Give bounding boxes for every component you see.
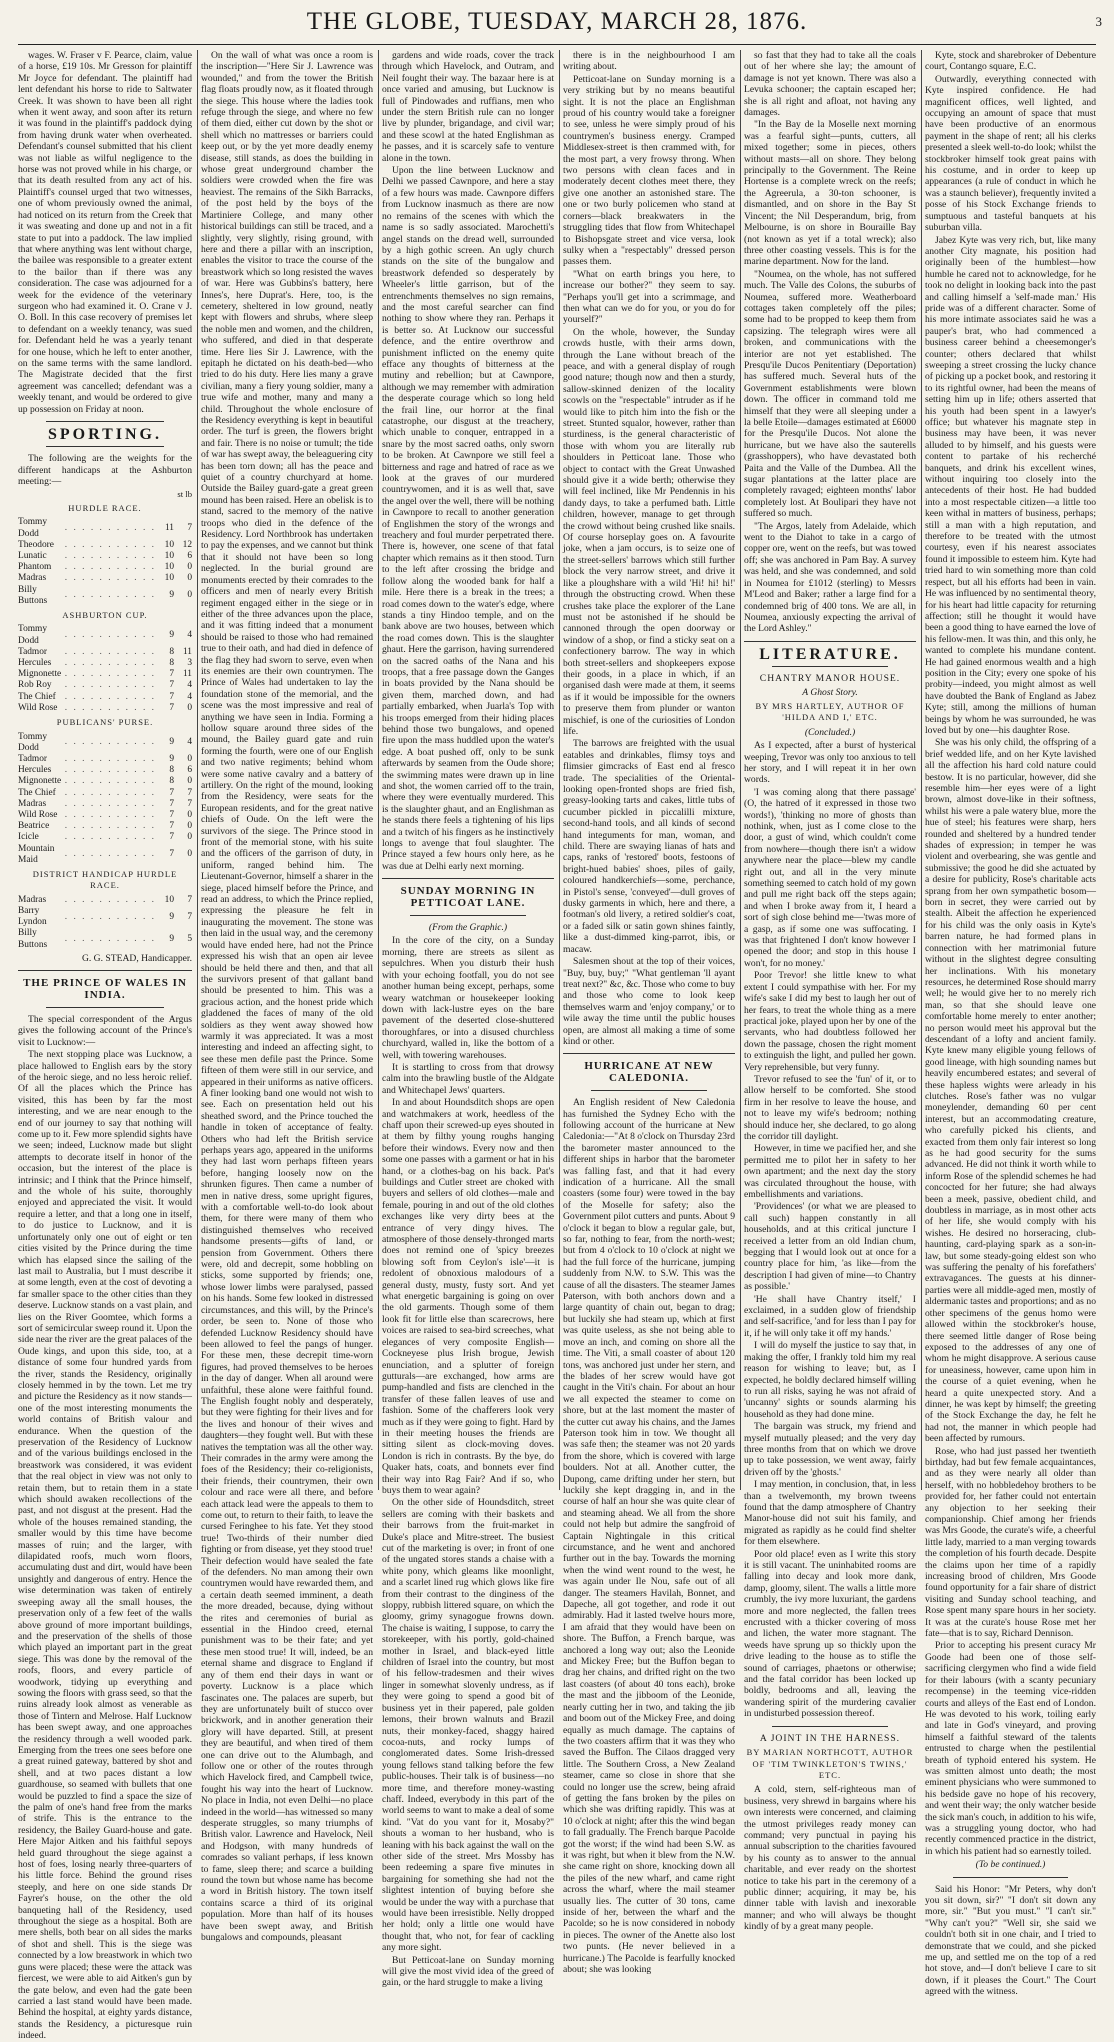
story-paragraph: Poor old place! even as I write this story it is still vacant. The uninhabited rooms are falling into decay and look more dank, damp, gloomy, silent. The walls a little more crumbly, the ivy more luxuriant, the gardens more and more neglected, the fallen trees encrusted with a thicker covering of moss and lichen, the water more stagnant. The weeds have sprung up so thickly upon the drive leading to the house as to stifle the sound of carriages, phaetons or otherwise; and the fatal corridor has been locked up boldly, bedrooms and all, leaving the wandering spirit of the murdering cavalier in undisturbed possession thereof. (744, 1548, 916, 1720)
weight-pounds: 0 (187, 809, 192, 820)
horse-row (18, 647, 192, 658)
column-5 (744, 50, 916, 1933)
horse-name: Tommy Dodd (18, 624, 48, 646)
petticoat-heading: SUNDAY MORNING IN PETTICOAT LANE. (400, 885, 536, 909)
race-name: PUBLICANS' PURSE. (56, 717, 154, 728)
horse-row (18, 788, 192, 799)
column-divider (921, 50, 922, 1490)
leader-dots: . . . . . . . . . . . (64, 933, 156, 944)
article-paragraph: "The Argos, lately from Adelaide, which went to the Diahot to take in a cargo of copper ore, went on the reefs, but was towed off; she was anchored in Pam Bay. A survey was held, and she was condemned, and sold in Noumea for £1012 (sterling) to Messrs M'Leod and Baker; rather a large find for a condemned brig of 400 tons. We are all, in Noumea, anxiously expecting the arrival of the Lord Ashley." (744, 520, 916, 635)
horse-name: Mignonette (18, 776, 62, 787)
weight-stone: 7 (169, 821, 174, 832)
weight-stone: 9 (169, 630, 174, 641)
story-paragraph: The bargain was struck, my friend and myself mutually pleased; and the very day three months from that on which we drove up to take possession, we went away, fairly driven off by the 'ghosts.' (744, 1421, 916, 1478)
horse-row (18, 680, 192, 691)
handicap-table (18, 624, 192, 714)
race-name: HURDLE RACE. (68, 503, 142, 514)
weight-stone: 10 (164, 551, 174, 562)
weight-pounds: 4 (187, 737, 192, 748)
horse-row (18, 692, 192, 703)
article-paragraph: It is startling to cross from that drowsy calm into the brawling bustle of the Aldgate and Whitechapel Jews' quarters. (382, 1061, 554, 1096)
weight-stone: 9 (169, 911, 174, 922)
story-paragraph: She was his only child, the offspring of a brief wedded life, and on her Kyte lavished all the affection his hard cold nature could bestow. It is no particular, however, did she resemble him—her eyes were of a light brown, almost dove-like in their softness, whilst his were a pale watery blue, more the hue of steel; his features were sharp, hers rounded and sheltered by a hundred tender shades of expression; in temper he was violent and overbearing, she was gentle and submissive; the good he did she actuated by a desire for publicity, Rose's charitable acts sprang from her own sympathetic bosom—born in secret, they were carried out by stealth. Albeit the affection he experienced for his child was the only oasis in Kyte's barren nature, he had formed plans in connection with her matrimonial future without in the slightest degree consulting her inclinations. With his monetary resources, he determined Rose should marry well; he would give her to no merely rich man, so that she should leave one comfortable home merely to enter another; no person would meet his approval but the descendant of a lofty and ancient family. Kyte knew many eligible young fellows of good lineage, with high sounding names but heavily encumbered estates; and several of these hapless wights were arleady in his clutches. Rose's father was no vulgar moneylender, demanding 60 per cent interest, but an accommodating creature, who carefully picked his clients, and exacted from them only fair interest so long as he had good security for the sums advanced. He did not think it worth while to inform Rose of the splendid schemes he had concocted for her future; she had always been a meek, passive, obedient child, and doubtless in marriage, as in most other acts of her life, she would comply with his wishes. He desired no horseracing, club-haunting, card-playing spark as a son-in-law, but some steady-going eldest son who was suffering the penalty of his forefathers' extravagances. The guests at his dinner-parties were all middle-aged men, mostly of aldermanic tastes and proportions; and as no other specimens of the genus homo were allowed within the stockbroker's house, there seemed little danger of Rose being exposed to the addresses of any one of whom he might disapprove. A serious cause for uneasiness, however, came upon him in the course of a quiet evening, when he heard a quite unexpected story. And a dinner, he was kept by himself; the greeting of the Stock Exchange the day, he felt he had not, the manner in which people had been affected by rumours. (925, 737, 1096, 1445)
column-2 (201, 50, 373, 1944)
horse-row (18, 895, 192, 906)
section-rule (591, 1090, 707, 1091)
race-name: ASHBURTON CUP. (62, 610, 148, 621)
weight-pounds: 3 (187, 658, 192, 669)
handicap-table (18, 517, 192, 607)
horse-row (18, 799, 192, 810)
leader-dots: . . . . . . . . . . . (64, 680, 156, 691)
page-number: 3 (1095, 14, 1102, 29)
horse-name: Wild Rose (18, 702, 58, 713)
horse-row (18, 669, 192, 680)
horse-name: Theodore (18, 539, 54, 550)
story-paragraph: 'I was coming along that there passage' (O, the hatred of it expressed in those two words!), 'thinking no more of ghosts than nothink, when, just as I come close to the door, a gust of wind, which couldn't come from nowhere—though there isn't a widow anywhere near the place—blew my candle right out, and all in the very minute something seemed to catch hold of my gown and pull me right back off the steps again; and when I broke away from it, I heard a sort of sigh close behind me—'twas more of a gasp, as if some one was suffocating. I was that frightened I don't know however I opened the door; and stop in this house I won't, for no money.' (744, 786, 916, 969)
article-paragraph: "What on earth brings you here, to increase our bother?" they seem to say. "Perhaps you'll get into a scrimmage, and then what can we do for you, or you do for yourself?" (563, 268, 735, 326)
weight-pounds: 7 (187, 911, 192, 922)
leader-dots: . . . . . . . . . . . (64, 911, 156, 922)
weight-pounds: 12 (182, 539, 192, 550)
horse-row (18, 810, 192, 821)
story-paragraph: Outwardly, everything connected with Kyte inspired confidence. He had magnificent offices, well lighted, and occupying an amount of space that must have been productive of an enormous payment in the shape of rent; all his clerks presented a sleek well-to-do look; whilst the stockbroker himself took great pains with his costume, and in order to keep up appearances (a rule of conduct in which he was a staunch believer), frequently invited a posse of his Stock Exchange friends to sumptuous and tasteful banquets at his suburban villa. (925, 73, 1096, 234)
weight-stone: 7 (169, 787, 174, 798)
article-paragraph: The special correspondent of the Argus gives the following account of the Prince's visit to Lucknow:— (18, 1013, 192, 1048)
weight-stone: 9 (169, 737, 174, 748)
column-4 (563, 50, 735, 1976)
masthead-rule (18, 44, 1096, 45)
weight-pounds: 6 (187, 551, 192, 562)
weight-stone: 7 (169, 809, 174, 820)
column-1 (18, 50, 192, 2042)
horse-name: The Chief (18, 691, 56, 702)
article-source: (From the Graphic.) (428, 922, 508, 934)
leader-dots: . . . . . . . . . . . (64, 821, 156, 832)
article-paragraph: In the core of the city, on a Sunday morning, there are streets as silent as sepulchres. When you disturb their hush with your echoing footfall, you do not see another human being except, perhaps, some weary watchman or housekeeper looking down with lack-lustre eyes on the bare pavement of the deserted close-shuttered thoroughfares, or into a disused churchless churchyard, walled in, like the bottom of a well, with towering warehouses. (382, 935, 554, 1061)
column-divider (197, 50, 198, 1490)
horse-row (18, 732, 192, 754)
horse-name: Icicle (18, 832, 39, 843)
weight-pounds: 0 (187, 753, 192, 764)
weight-stone: 10 (164, 562, 174, 573)
horse-name: Beatrice (18, 821, 50, 832)
weight-pounds: 0 (187, 590, 192, 601)
weight-pounds: 7 (187, 894, 192, 905)
weight-stone: 8 (169, 658, 174, 669)
horse-row (18, 562, 192, 573)
masthead (0, 0, 1114, 44)
weight-stone: 7 (169, 849, 174, 860)
leader-dots: . . . . . . . . . . . (64, 787, 156, 798)
leader-dots: . . . . . . . . . . . (64, 832, 156, 843)
horse-name: Tadmor (18, 646, 48, 657)
weight-stone: 8 (169, 776, 174, 787)
weight-pounds: 7 (187, 523, 192, 534)
article-paragraph: Upon the line between Lucknow and Delhi we passed Cawnpore, and here a stay of a few hours was made. Cawnpore differs from Lucknow inasmuch as there are now no remains of the scenes with which the name is so sadly associated. Marochetti's angel stands on the dread well, surrounded by a high gothic screen. An ugly church stands on the site of the bungalow and breastwork defended so desperately by Wheeler's little garrison, but of the entrenchments themselves no sign remains, and the most careful searcher can find nothing to show where they ran. Perhaps it is better so. At Lucknow our successful defence, and the entire overthrow and punishment inflicted on the enemy quite efface any thoughts of bitterness at the mutiny and rebellion; but at Cawnpore, although we may remember with admiration the desperate courage which so long held the frail line, our horror at the final catastrophe, our disgust at the treachery, which unable to conquer, entrapped in a snare by the most sacred oaths, only sworn to be broken. At Cawnpore we still feel a bitterness and rage and hatred of race as we look at the graves of our murdered countrywomen, and it is as well that, save the angel over the well, there will be nothing in Cawnpore to recall to another generation of Englishmen the story of the wrongs and treachery and foul murder perpetrated there. There is, however, one scene of that fatal chapter which remains as it then stood. Turn to the left after crossing the bridge and follow along the wooded bank for half a mile. Here there is a break in the trees; a road comes down to the water's edge, where stands a tiny Hindoo temple, and on the bank above are two houses, between which the road comes down. This is the slaughter ghaut. Here the garrison, having surrendered on the sacred oaths of the Nana and his troops, that a free passage down the Ganges in boats provided by the Nana should be given them, marched down, and had partially embarked, when Juarla's Top with his troops emerged from their hiding places behind those two bungalows, and opened fire upon the mass huddled upon the water's edge. A boat pushed off, only to be sunk afterwards by seamen from the Oude shore; the swimming mates were drawn up in line and shot, the women carried off to the train, where they were eventually murdered. This is the slaughter ghaut, and an Englishman as he stands there feels a tightening of his lips and a twitch of his fingers as he instinctively longs to avenge that foul slaughter. The Prince stayed a few hours only here, as he was due at Delhi early next morning. (382, 165, 554, 872)
story-paragraph: Rose, who had just passed her twentieth birthday, had but few female acquaintances, and as they were nearly all older than herself, with no hobbledehoy brothers to be provided for, her father could not entertain any objection to her seeking their companionship. Chief among her friends was Mrs Goode, the curate's wife, a cheerful little lady, married to a man verging towards the completion of his fourth decade. Despite the claims upon her time of a rapidly increasing brood of children, Mrs Goode found opportunity for a fair share of district visiting and Sunday school teaching, and Rose spent many spare hours in her society. It was at the curate's house Rose met her fate—that is to say, Richard Dennison. (925, 1445, 1096, 1640)
section-rule (563, 1053, 735, 1054)
section-rule (772, 666, 888, 667)
weight-pounds: 0 (187, 573, 192, 584)
weight-stone: 7 (169, 680, 174, 691)
leader-dots: . . . . . . . . . . . (64, 669, 156, 680)
newspaper-title: THE GLOBE, TUESDAY, MARCH 28, 1876. (306, 8, 808, 35)
horse-row (18, 703, 192, 714)
court-report: wages. W. Fraser v F. Pearce, claim, value of a horse, £19 10s. Mr Gresson for plaintiff Mr Joyce for defendant. The plaintiff had lent defendant his horse to ride to Saltwater Creek. It was shown to have been all right when it went away, and soon after its return it was found in the plaintiff's paddock dying from having drunk water when overheated. Defendant's counsel submitted that his client was not liable as wilful negligence to the horse was not proved while in his charge, or that its death resulted from any act of his. Plaintiff's counsel urged that two witnesses, one of whom previously owned the animal, had noticed on its return from the Creek that it was sweating and done up and not in a fit state to put into a paddock. The law implied that where anything was lent without charge, the bailee was responsible to a greater extent to the bailor than if there was any consideration. The case was adjourned for a week for the evidence of the veterinary surgeon who had examined it. O. Crane v J. O. Boll. In this case recovery of premises let to defendant on a weekly tenancy, was sued for. Defendant held he was a yearly tenant for one house, which he left to enter another, on the same terms with the same landlord. The Magistrate decided that the first agreement was cancelled; defendant was a weekly tenant, and would be ordered to give up possession on Friday at noon. (18, 50, 192, 415)
weight-stone: 8 (169, 646, 174, 657)
horse-name: Tadmor (18, 753, 48, 764)
horse-name: Madras (18, 573, 47, 584)
weight-stone: 7 (169, 691, 174, 702)
horse-row (18, 517, 192, 539)
section-rule (744, 641, 916, 642)
article-paragraph: On the wall of what was once a room is the inscription—"Here Sir J. Lawrence was wounded," and from the tower the British flag floats proudly now, as it floated through the siege. This house where the ladies took refuge through the siege, and where no few of them died, either cut down by the shot or shell which no mattresses or barriers could keep out, or by the yet more deadly enemy disease, still stands, as does the building in whose great underground chamber the soldiers were crowded when the fire was heaviest. The remains of the Sikh Barracks, of the post held by the boys of the Martiniere College, and many other historical buildings can still be traced, and a slightly, very slightly, rising ground, with here and there a pillar with an inscription, enables the visitor to trace the course of the breastwork which so long resisted the waves of war. Here was Gubbins's battery, here Innes's, here Duprat's. Here, too, is the cemetery, sheltered in low ground, neatly kept with flowers and shrubs, where sleep the noble men and women, and the children, who suffered, and died in that desperate time. Here lies Sir J. Lawrence, with the epitaph he dictated on his death-bed—who tried to do his duty. Here lies many a grave civilian, many a fiery young soldier, many a true wife and mother, many and many a child. Throughout the whole enclosure of the Residency everything is kept in beautiful order. The turf is green, the flowers bright and fair. There is no noise or tumult; the tide of war has swept away, the beleaguering city has been torn down; all has the peace and quiet of a country churchyard at home. Outside the Bailey guard-gate a great green mound has been raised. Here an obelisk is to stand, sacred to the memory of the native troops who died in the defence of the Residency. Lord Northbrook has undertaken to pay the expenses, and we cannot but think that it should not have been so long neglected. In the burial ground are monuments erected by their comrades to the officers and men of nearly every British regiment engaged either in the siege or in either of the three advances upon the place, and it was fitting indeed that a monument should be raised to those who had remained true to their oath, and had died in defence of the flag they had sworn to serve, even when its enemies are their own countrymen. The Prince of Wales had undertaken to lay the foundation stone of the memorial, and the scene was the most impressive and real of anything we have seen in India. Forming a hollow square around three sides of the mound, the Bailey guard gate and ruin forming the fourth, were one of our English and two native regiments; behind whom were some native cavalry and a battery of artillery. On the right of the mound, looking from the Residency, were seats for the European residents, and for the great native chiefs of Oude. On the left were the survivors of the siege. The Prince stood in front of the memorial stone, with his suite and the officers of the garrison of duty, in uniform, ranged behind him. The Lieutenant-Governor, himself a sharer in the siege, placed himself before the Prince, and read an address, to which the Prince replied, expressing the pleasure he felt in inaugurating the movement. The stone was then laid in the usual way, and the ceremony would have ended here, had not the Prince expressed his wish that an open air levee should be held there and then, and that all the survivors present of that gallant band should be presented to him. This was a gracious action, and the honest pride which gladdened the faces of many of the old soldiers as they went away showed how warmly it was appreciated. It was a most interesting and indeed an affecting sight, to see these men defile past the Prince. Some fifteen of them were still in our service, and appeared in their uniforms as native officers. A finer looking band one would not wish to see. Each on presentation held out his sheathed sword, and the Prince touched the handle in token of acceptance of fealty. Others who had left the British service perhaps years ago, appeared in the uniforms they had last worn perhaps fifteen years before, hanging loosely now on the shrunken figures. Then came a number of men in native dress, some upright figures, with a comfortable well-to-do look about them, for there were many of them who distinguished themselves who received handsome presents—gifts of land, or pension from Government. Others there were, old and decrepit, some hobbling on sticks, some supported by friends; one, whose lower limbs were paralysed, passed on his hands. Some few looked in distressed circumstances, and this will, by the Prince's order, be seen to. None of those who defended Lucknow Residency should have been allowed to feel the pangs of hunger. For these men, these decrepit time-worn figures, had proved themselves to be heroes in the day of danger. When all around were unfaithful, these alone were faithful found. The English fought nobly and desperately, but they were fighting for their lives and for the lives and honour of their wives and daughters—they fought well. But with these natives the temptation was all the other way. Their comrades in the army were among the foes of the Residency; their co-religionists, their friends, their countrymen, their own colour and race were all there, and before each attack lead were the appeals to them to come out, to return to their faith, to leave the cursed Feringhee to his fate. Yet they stood true! Two-thirds of their number died fighting or from disease, yet they stood true! Their defection would have sealed the fate of the defenders. No man among their own countrymen would have rewarded them, and a certain death seemed imminent, a death the more dreaded, because, dying without the rites and ceremonies of burial as essential in the Hindoo creed, eternal punishment was to be their fate; and yet these men stood true! It will, indeed, be an eternal shame and disgrace to England if any of them end their days in want or poverty. Lucknow is a place which fascinates one. The palaces are superb, but they are unfortunately built of stucco over brickwork, and in another generation their glory will have departed. Still, at present they are beautiful, and when tired of them one can drive out to the Alumbagh, and follow one or other of the routes through which Havelock fired, and Campbell twice, fought his way into the heart of Lucknow. No place in India, not even Delhi—no place indeed in the world—has witnessed so many desperate struggles, so many triumphs of British valor. Lawrence and Havelock, Neil and Hodgson, with many hundreds of comrades so valiant perhaps, if less known to fame, sleep there; and scarce a building round the town but whose name has become a word in British history. The town itself contains scarce a third of its original population. More than half of its houses have been swept away, and British bungalows and compounds, pleasant (201, 50, 373, 1944)
story-paragraph: I will do myself the justice to say that, in making the offer, I frankly told him my real reason for wishing to leave; but, as I expected, he boldly declared himself willing to run all risks, saying he was not afraid of 'uncanny' sights or sounds alarming his household as they had done mine. (744, 1340, 916, 1420)
horse-row (18, 573, 192, 584)
weight-pounds: 4 (187, 691, 192, 702)
sporting-heading: SPORTING. (47, 426, 162, 443)
horse-row (18, 585, 192, 607)
story-byline: BY MRS HARTLEY, AUTHOR OF 'HILDA AND I,' ETC. (755, 700, 905, 723)
horse-name: Tommy Dodd (18, 517, 48, 539)
horse-name: Tommy Dodd (18, 731, 48, 753)
weight-stone: 9 (169, 753, 174, 764)
leader-dots: . . . . . . . . . . . (64, 658, 156, 669)
leader-dots: . . . . . . . . . . . (64, 523, 156, 534)
article-paragraph: But Petticoat-lane on Sunday morning will give the most vivid idea of the greed of gain, or the hard struggle to make a living (382, 1954, 554, 1989)
horse-row (18, 624, 192, 646)
leader-dots: . . . . . . . . . . . (64, 551, 156, 562)
handicap-table (18, 895, 192, 951)
handicap-tables (18, 503, 192, 951)
leader-dots: . . . . . . . . . . . (64, 590, 156, 601)
horse-name: Madras (18, 798, 47, 809)
column-divider (378, 50, 379, 1490)
article-paragraph: On the other side of Houndsditch, street sellers are coming with their baskets and their barrows from the fruit-market in Duke's place and Mitre-street. The busiest cut of the marketing is over; in front of one of the ungated stores stands a chaise with a white pony, which gleams like moonlight, and a scarlet lined rug which glows like fire from their contrast to the dinginess of the sloppy, rubbish littered square, on which the gloomy, grimy synagogue frowns down. The chaise is waiting, I suppose, to carry the storekeeper, with his portly, gold-chained mother in Israel, and black-eyed little children of Israel into the country, but most of his fellow-tradesmen and their wives linger in somewhat slovenly undress, as if they were going to spend a good bit of business yet in their papered, pale golden lemons, their brown walnuts and Brazil nuts, their monkey-faced, shaggy haired cocoa-nuts, and rocky lumps of conglomerated dates. Some Irish-dressed young fellows stand talking before the few public-houses. Their talk is of business—no more time, and therefore money-wasting chaff. Indeed, everybody in this part of the world seems to want to make a deal of some kind. "Vat do you vant for it, Mosaby?" shouts a woman to her husband, who is leaning with his back against the wall on the other side of the street. Mrs Mossby has been redeeming a spare five minutes in bargaining for something she had not the slightest intention of buying before she would be under the way with a purchase that would have been irresistible. Nelly dropped her hold; only a little one would have thought that, who not, for fear of cackling any more sight. (382, 1497, 554, 1954)
horse-row (18, 540, 192, 551)
leader-dots: . . . . . . . . . . . (64, 809, 156, 820)
hurricane-heading: HURRICANE AT NEW CALEDONIA. (584, 1060, 714, 1084)
column-6 (925, 50, 1096, 1998)
serial-title: A JOINT IN THE HARNESS. (759, 1732, 901, 1744)
weight-pounds: 11 (182, 669, 192, 680)
article-paragraph: An English resident of New Caledonia has furnished the Sydney Echo with the following account of the hurricane at New Caledonia:—"At 8 o'clock on Thursday 23rd the barometer master announced to the different ships in harbor that the barometer was falling fast, and that it had every indication of a hurricane. All the small coasters (some four) were towed in the bay of the Moselle for safety; also the Government pilot cutters and punts. About 9 o'clock it began to blow a regular gale, but, so far, nothing to fear, from the north-west; but from 4 o'clock to 10 o'clock at night we had the full force of the hurricane, jumping suddenly from N.W. to S.W. This was the cause of all the disasters. The steamer James Paterson, with both anchors down and a large quantity of chain out, began to drag; but luckily she had steam up, which at first was quite useless, as she not being able to move an inch, and coming on shore all the time. The Viti, a small coaster of about 120 tons, was anchored just under her stern, and the blades of her screw would have got caught in the Viti's chain. For about an hour we all expected the steamer to come on shore, but at the last moment the master of the cutter cut away his chains, and the James Paterson took him in tow. We thought all was safe then; the steamer was not 20 yards from the shore, which is covered with large boulders. Not at all. Another cutter, the Dupong, came drifting under her stern, but luckily she kept dragging in, and in the course of half an hour she was quite clear of and steaming ahead. We all from the shore could not help but admire the sangfroid of Captain Nightingale in this critical circumstance, and he went and anchored further out in the bay. Towards the morning when the wind went round to the west, he was again under Ile Nou, safe out of all danger. The steamers Havilah, Bonnet, and Dapeche, all got together, and rode it out admirably. Had it lasted twelve hours more, I am afraid that they would have been on shore. The Buffon, a French barque, was anchored a long way out; also the Leonide and Mickey Free; but the Buffon began to drag her chains, and drifted right on the two last coasters (of about 40 tons each), broke the mast and the jibboom of the Leonide, nearly cutting her in two, and taking the jib and boom out of the Mickey Free, and doing equally as much damage. The captains of the two coasters affirm that it was they who saved the Buffon. The Cilaos dragged very little. The Southern Cross, a New Zealand steamer, came so close in shore that she could no longer use the screw, being afraid of getting the fans broken by the piles on which she was drifting rapidly. This was at 10 o'clock at night; after this the wind began to fall gradually. The French barque Pacolde got the worst; if the wind had been S.W. as it was right, but when it blew from the N.W. she came right on shore, knocking down all the piles of the new wharf, and came right across the wharf, where the mail steamer usually lies. The cutter of 30 tons, came inside of her, between the wharf and the Pacolde; so he is now considered in nobody in pieces. The owner of the Anette also lost two punts. (He never believed in a hurricane.) The Pacolde is fearfully knocked about; she was looking (563, 1097, 735, 1976)
article-paragraph: The barrows are freighted with the usual eatables and drinkables, flimsy toys and flimsier gimcracks of East end al fresco trade. The specialities of the Oriental-looking open-fronted shops are fried fish, greasy-looking tarts and cakes, little tubs of cucumber pickled in piccalilli mixture, second-hand tools, and all kinds of second hand integuments for man, woman, and child. There are swaying lianas of hats and caps, ranks of 'restored' boots, festoons of bright-hued babies' shoes, piles of gaily, coloured handkerchiefs—some, perchance, in Pistol's sense, 'conveyed'—dull groves of dusky garments in which, here and there, a footman's old livery, a retired soldier's coat, or a faded silk or satin gown shines faintly, like a dust-dimmed king-parrot, ibis, or macaw. (563, 738, 735, 955)
prince-heading: THE PRINCE OF WALES IN INDIA. (23, 977, 187, 1001)
section-rule (46, 421, 164, 422)
weight-pounds: 0 (187, 562, 192, 573)
weight-pounds: 0 (187, 849, 192, 860)
horse-name: Mignonette (18, 669, 62, 680)
column-divider (740, 50, 741, 1490)
leader-dots: . . . . . . . . . . . (64, 894, 156, 905)
horse-name: Rob Roy (18, 680, 52, 691)
weight-pounds: 0 (187, 702, 192, 713)
weight-pounds: 6 (187, 765, 192, 776)
horse-row (18, 765, 192, 776)
horse-name: Billy Buttons (18, 928, 48, 950)
leader-dots: . . . . . . . . . . . (64, 765, 156, 776)
weight-pounds: 11 (182, 646, 192, 657)
horse-row (18, 832, 192, 843)
article-paragraph: On the whole, however, the Sunday crowds hustle, with their arms down, through the Lane without breach of the peace, and with a general display of rough good nature; though now and then a sturdy, sallow-skinned denizen of the locality scowls on the "respectable" intruder as if he would like to pitch him into the fish or the street. Stunted squalor, however, rather than sturdiness, is the general characteristic of those with whom you are literally rub shoulders in Petticoat lane. Those who object to contact with the Great Unwashed should give it a wide berth; otherwise they will feel inclined, like Mr Pendennis in his dandy days, to take a perfumed bath. Little children, however, manage to get through the crowd without being crushed like snails. Of course horseplay goes on. A favourite joke, when a jam occurs, is to seize one of the street-sellers' barrows which still further block the very narrow street, and drive it like a ploughshare with a wild 'Hi! hi! hi!' through the obstructing crowd. When these crushes take place the explorer of the Lane must not be astonished if he should be cannoned through the open doorway or window of a shop, or find a sticky seat on a confectionery barrow. The way in which both street-sellers and shopkeepers expose their goods, in a place in which, if an organised dash were made at them, it seems as if it would be impossible for the owners to preserve them from plunder or wanton mischief, is one of the curiosities of London life. (563, 326, 735, 737)
article-paragraph: Salesmen shout at the top of their voices, "Buy, buy, buy;" "What gentleman 'll ayant treat next?" &c, &c. Those who come to buy and those who come to look keep themselves warm and 'enjoy company,' or to wile away the time until the public houses open, are almost all making a time of some kind or other. (563, 956, 735, 1047)
leader-dots: . . . . . . . . . . . (64, 539, 156, 550)
handicap-table (18, 732, 192, 866)
article-paragraph: gardens and wide roads, cover the track through which Havelock, and Outram, and Neil fought their way. The bazaar here is at once varied and amusing, but Lucknow is full of Pindowades and ruffians, men who under the stern British rule can no longer live by plunder, brigandage, and civil war; and these scowl at the hated Englishman as he passes, and it is scarcely safe to venture alone in the town. (382, 50, 554, 164)
weight-stone: 7 (169, 798, 174, 809)
weight-stone: 7 (169, 702, 174, 713)
story-paragraph: Trevor refused to see the 'fun' of it, or to allow herself to be comforted. She stood firm in her resolve to leave the house, and not to leave my wife's bedroom; nothing should induce her, she declared, to go along the corridor till daylight. (744, 1073, 916, 1142)
weight-pounds: 4 (187, 630, 192, 641)
leader-dots: . . . . . . . . . . . (64, 753, 156, 764)
horse-row (18, 754, 192, 765)
story-paragraph: Jabez Kyte was very rich, but, like many another City magnate, his position had originally been of the humblest—how humble he cared not to acknowledge, for he took no delight in looking back into the past and calling himself a 'self-made man.' His pride was of a different character. Some of his more intimate associates said he was a pauper's brat, who had commenced a business career behind a cheesemonger's counter; others declared that whilst sweeping a street crossing the lucky chance of picking up a pocket book, and restoring it to its rightful owner, had been the means of setting him up in life; others asserted that his youth had been spent in a lawyer's office; but whatever his magnate step in business may have been, it was never alluded to by himself, and his guests were content to partake of his recherché banquets, and drink his excellent wines, without inquiring too closely into the antecedents of their host. He had budded into a most respectable citizen—a little too keen withal in matters of business, perhaps; still a man with a high reputation, and therefore to be treated with the utmost courtesy, even if his nearest associates found it impossible to esteem him. Kyte had tried hard to win something more than cold respect, but all his efforts had been in vain. He was influenced by no sentimental theory, for his heart had little capacity for returning affection; still he thought it would have been a good thing to have earned the love of his fellow-men. It was thin, and this only, he wanted to complete his mundane content. He had gained enormous wealth and a high position in the City; every one spoke of his probity—indeed, you might almost as well have doubted the Bank of England as Jabez Kyte; still, among the millions of human beings by whom he was surrounded, he was loved but by one—his daughter Rose. (925, 234, 1096, 736)
handicapper-signature: G. G. STEAD, Handicapper. (81, 952, 192, 964)
horse-name: Lunatic (18, 551, 47, 562)
continued-notice: (To be continued.) (975, 1859, 1046, 1871)
leader-dots: . . . . . . . . . . . (64, 737, 156, 748)
horse-name: Hercules (18, 658, 52, 669)
weight-stone: 7 (169, 669, 174, 680)
story-title: CHANTRY MANOR HOUSE. (759, 673, 901, 685)
leader-dots: . . . . . . . . . . . (64, 646, 156, 657)
literature-heading: LITERATURE. (759, 645, 901, 663)
horse-row (18, 551, 192, 562)
sporting-intro: The following are the weights for the different handicaps at the Ashburton meeting:— (18, 453, 192, 488)
leader-dots: . . . . . . . . . . . (64, 702, 156, 713)
horse-name: The Chief (18, 787, 56, 798)
horse-name: Billy Buttons (18, 584, 48, 606)
horse-row (18, 844, 192, 866)
weight-pounds: 4 (187, 680, 192, 691)
story-subtitle: A Ghost Story. (802, 686, 858, 698)
race-name: DISTRICT HANDICAP HURDLE RACE. (32, 868, 178, 891)
horse-name: Hercules (18, 765, 52, 776)
article-paragraph: "Noumea, on the whole, has not suffered much. The Valle des Colons, the suburbs of Noumea, suffered more. Weatherboard cottages taken completely off the piles; some had to be propped to keep them from capsizing. The telegraph wires were all broken, and communications with the interior are not yet established. The Presqu'ile Ducos Penitentiary (Deportation) has suffered much. Several huts of the Government establishments were blown down. The officer in command told me himself that they were all sleeping under a la belle Etoile—damages estimated at £6000 for the Presqu'ile Ducos. Not alone the hurricane, but we have also the sauterells (grasshoppers), who have devastated both Paita and the Valle of the Dumbea. All the sugar plantations at the latter place are completely ravaged; eighteen months' labor completely lost. At Boulipari they have not suffered so much. (744, 268, 916, 520)
article-paragraph: so fast that they had to take all the coals out of her where she lay; the amount of damage is not yet known. There was also a Levuka schooner; the captain escaped her; she is all right and afloat, not having any damages. (744, 50, 916, 119)
column-3 (382, 50, 554, 1989)
article-paragraph: Petticoat-lane on Sunday morning is a very striking but by no means beautiful sight. It is not the place an Englishman proud of his country would take a foreigner to see, unless he were simply proud of his countrymen's business energy. Cramped Middlesex-street is then crammed with, for the most part, a very frowsy throng. When two persons with clean faces and in moderately decent clothes meet there, they give one another an astonished stare. The one or two burly policemen who stand at corners—black breakwaters in the struggling tides that flow from Whitechapel to Bishopsgate street and vice versa, look sulky when a "respectably" dressed person passes them. (563, 73, 735, 268)
column-divider (559, 50, 560, 1490)
article-paragraph: there is in the neighbourhood I am writing about. (563, 50, 735, 73)
weight-stone: 9 (169, 933, 174, 944)
anecdote: Said his Honor: "Mr Peters, why don't you sit down, sir?" "I don't sit down any more, sir." "But you must." "I can't sir." "Why can't you?" "Well sir, she said we couldn't both sit in one chair, and I tried to demonstrate that we could, and she picked me up, and settled me on the top of a red hot stove, and—I don't believe I care to sit down, if it pleases the Court." The Court agreed with the witness. (925, 1883, 1096, 1998)
leader-dots: . . . . . . . . . . . (64, 691, 156, 702)
story-paragraph: 'He shall have Chantry itself,' I exclaimed, in a sudden glow of friendship and self-sacrifice, 'and for less than I pay for it, if he will only take it off my hands.' (744, 1293, 916, 1339)
section-rule (382, 878, 554, 879)
leader-dots: . . . . . . . . . . . (64, 630, 156, 641)
horse-row (18, 928, 192, 950)
horse-row (18, 821, 192, 832)
story-paragraph: Prior to accepting his present curacy Mr Goode had been one of those self-sacrificing clergymen who find a wide field for their labours (with a scanty pecuniary recompense) in the teeming vice-ridden courts and alleys of the East end of London. He was devoted to his work, toiling early and late in God's vineyard, and proving himself a faithful steward of the talents entrusted to charge when the pestilential breath of typhoid entered his system. He was smitten almost unto death; the most eminent physicians who were summoned to his bedside gave no hope of his recovery, and went their way; the only watcher beside the sick man's couch, in addition to his wife, was a struggling young doctor, who had recently commenced practice in the district, in which his patient had so earnestly toiled. (925, 1640, 1096, 1857)
story-paragraph: I may mention, in conclusion, that, in less than a twelvemonth, my brown tweens found that the damp atmosphere of Chantry Manor-house did not suit his family, and migrated as rapidly as he could find shelter for them elsewhere. (744, 1479, 916, 1548)
leader-dots: . . . . . . . . . . . (64, 798, 156, 809)
horse-name: Phantom (18, 562, 52, 573)
leader-dots: . . . . . . . . . . . (64, 776, 156, 787)
weight-stone: 11 (164, 523, 174, 534)
section-rule (953, 1877, 1068, 1878)
weight-stone: 10 (164, 539, 174, 550)
weight-pounds: 7 (187, 787, 192, 798)
weight-pounds: 0 (187, 821, 192, 832)
horse-row (18, 658, 192, 669)
story-paragraph: Poor Trevor! she little knew to what extent I could sympathise with her. For my wife's sake I did my best to laugh her out of her fears, to treat the whole thing as a mere practical joke, played upon her by one of the servants, who had doubtless followed her down the passage, chosen the right moment to extinguish the light, and pulled her gown. Very reprehensible, but very funny. (744, 970, 916, 1073)
weight-pounds: 5 (187, 933, 192, 944)
serial-byline: BY MARIAN NORTHCOTT, AUTHOR OF 'TIM TWINKLETON'S TWINS,' ETC. (746, 1747, 914, 1780)
weight-units: st lb (177, 488, 192, 499)
section-rule (410, 915, 526, 916)
leader-dots: . . . . . . . . . . . (64, 573, 156, 584)
leader-dots: . . . . . . . . . . . (64, 562, 156, 573)
story-paragraph: However, in time we pacified her, and she permitted me to pilot her in safety to her own apartment; and the next day the story was circulated throughout the house, with embellishments and variations. (744, 1143, 916, 1200)
horse-name: Wild Rose (18, 809, 58, 820)
section-rule (772, 1726, 888, 1727)
section-rule (46, 446, 164, 447)
story-paragraph: A cold, stern, self-righteous man of business, very shrewd in bargains where his own interests were concerned, and claiming the utmost privileges ready money can command; very punctual in paying his annual subscription to the charities favoured by his county as to answer to the annual charitable, and ever ready on the shortest notice to take his part in the ceremony of a public dinner; acquiring, it may be, his dinner table with lavish and inexorable manner; and who will always be thought kindly of by a great many people. (744, 1784, 916, 1933)
story-status: (Concluded.) (804, 726, 856, 738)
horse-row (18, 906, 192, 928)
weight-pounds: 0 (187, 832, 192, 843)
horse-row (18, 776, 192, 787)
section-rule (46, 1007, 164, 1008)
weight-pounds: 0 (187, 776, 192, 787)
weight-stone: 9 (169, 590, 174, 601)
story-paragraph: Kyte, stock and sharebroker of Debenture court, Contango square, E.C. (925, 50, 1096, 73)
story-paragraph: As I expected, after a burst of hysterical weeping, Trevor was only too anxious to tell her story, and I will repeat it in her own words. (744, 740, 916, 786)
horse-name: Madras (18, 894, 47, 905)
horse-name: Mountain Maid (18, 843, 55, 865)
weight-stone: 8 (169, 765, 174, 776)
weight-stone: 7 (169, 832, 174, 843)
section-rule (18, 970, 192, 971)
weight-pounds: 7 (187, 798, 192, 809)
article-paragraph: In and about Houndsditch shops are open and watchmakers at work, heedless of the chaff upon their screwed-up eyes shouted in at them by filthy young roughs hanging before their windows. Every now and then some one passes with a garment or hat in his hand, or a clothes-bag on his back. Pat's buildings and Cutler street are choked with buyers and sellers of old clothes—male and female, pouring in and out of the old clothes exchanges like very dirty bees at the entrance of very dingy hives. The atmosphere of those densely-thronged marts does not remind one of 'spicy breezes blowing soft from Ceylon's isle'—it is redolent of obnoxious malodours of a general dusty, musty, fusty sort. And yet what energetic bargaining is going on over the old garments. Though some of them look fit for little else than scarecrows, here voices are raised to sea-bird screeches, what elegances of very composite English—Cockneyese plus Irish brogue, Jewish enunciation, and a splutter of foreign gutturals—are exchanged, how arms are pump-handled and fists are clenched in the transfer of these fallen leaves of use and fashion. Some of the chafferers look very much as if they were going to fight. Hard by in their meeting houses the friends are sitting silent as clock-moving doves. London is rich in contrasts. By the bye, do Quaker hats, coats, and bonnets ever find their way into Rag Fair? And if so, who buys them to wear again? (382, 1097, 554, 1496)
story-paragraph: 'Providences' (or what we are pleased to call such) happen constantly in all households, and at this critical juncture I received a letter from an old Indian chum, begging that I would look out at once for a country place for him, 'as like—from the description I had given of mine—to Chantry as possible.' (744, 1201, 916, 1293)
horse-name: Barry Lyndon (18, 905, 47, 928)
leader-dots: . . . . . . . . . . . (64, 849, 156, 860)
article-paragraph: "In the Bay de la Moselle next morning was a fearful sight—punts, cutters, all mixed together; some in pieces, others without masts—all on shore. They belong principally to the Government. The Reine Hortense is a complete wreck on the reefs; the Agreerula, a 30-ton schooner, is dismantled, and on shore in the Bay St Vincent; the Nil Desperandum, brig, from Melbourne, is on shore in Bouraille Bay (not known as yet if a total wreck); also three other coasting vessels. This is for the marine department. Now for the land. (744, 119, 916, 268)
weight-stone: 10 (164, 894, 174, 905)
article-paragraph: The next stopping place was Lucknow, a place hallowed to English ears by the story of the heroic siege, and no less heroic relief. Of all the places which the Prince has visited, this has been by far the most interesting, and we are near enough to the end of our journey to say that nothing will come up to it. Few more splendid sights have we seen; indeed, Lucknow made but slight attempts to decorate itself in honor of the occasion, but the interest of the place is intrinsic; and I think that the Prince himself, and the whole of his suite, thoroughly enjoyed and appreciated the visit. It would require a letter, and that a long one in itself, to do justice to Lucknow, and it is unfortunately only one out of eight or ten cities visited by the Prince during the time which has elapsed since the sailing of the last mail to Australia, but I must describe it at some length, even at the cost of devoting a far smaller space to the other cities than they deserve. Lucknow stands on a vast plain, and lies on the River Goomtee, which forms a sort of semicircular sweep round it. Upon the side near the river are the great palaces of the Oude kings, and upon this side, too, at a distance of some four hundred yards from the river, stands the Residency, originally closely hemmed in by the town. Let me try and picture the Residency as it now stands—one of the most interesting monuments the world contains of British valour and endurance. When the question of the preservation of the Residency of Lucknow and of the various buildings enclosed in the breastwork was considered, it was evident that the real object in view was not only to retain them, but to retain them in a state which should awaken recollections of the past, and not disgust at the present. Had the whole of the houses remained standing, the smaller would by this time have become masses of ruin; and the larger, with dilapidated roofs, much worn floors, accumulating dust and dirt, would have been unsightly and dangerous of entry. Hence the wise determination was taken of entirely sweeping away all the small houses, the preservation only of a few feet of the walls above ground of more important buildings, and the preservation of the shells of those which played an important part in the great siege. This was done by the removal of the roofs, floors, and every particle of woodwork, tidying up everything and sowing the floors with grass seed, so that the ruins already look almost as venerable as those of Tintern and Melrose. Half Lucknow has been swept away, and one approaches the residency through a well wooded park. Emerging from the trees one sees before one a great ruined gateway, battered by shot and shell, and at two paces distant a low guardhouse, so seamed with bullets that one would be puzzled to find a space the size of the palm of one's hand free from the marks of strife. This is the entrance to the residency, the Bailey Guard-house and gate. Here Major Aitken and his faithful sepoys held guard throughout the siege against a host of foes, losing nearly three-quarters of his little force. Behind the ground rises steeply, and here on one side stands Dr Fayrer's house, on the other the old banqueting hall of the Residency, used throughout the siege as a hospital. Both are mere shells, both bear on all sides the marks of shot and shell. This is the siege was connected by a low breastwork in which two guns were placed; these were the attack was fiercest, we were able to aid Aitken's gun by the gate below, and even had the gate been carried a last stand would have been made. Behind the hospital, at eighty yards distance, stands the Residency, a picturesque ruin indeed. (18, 1049, 192, 2042)
weight-stone: 10 (164, 573, 174, 584)
